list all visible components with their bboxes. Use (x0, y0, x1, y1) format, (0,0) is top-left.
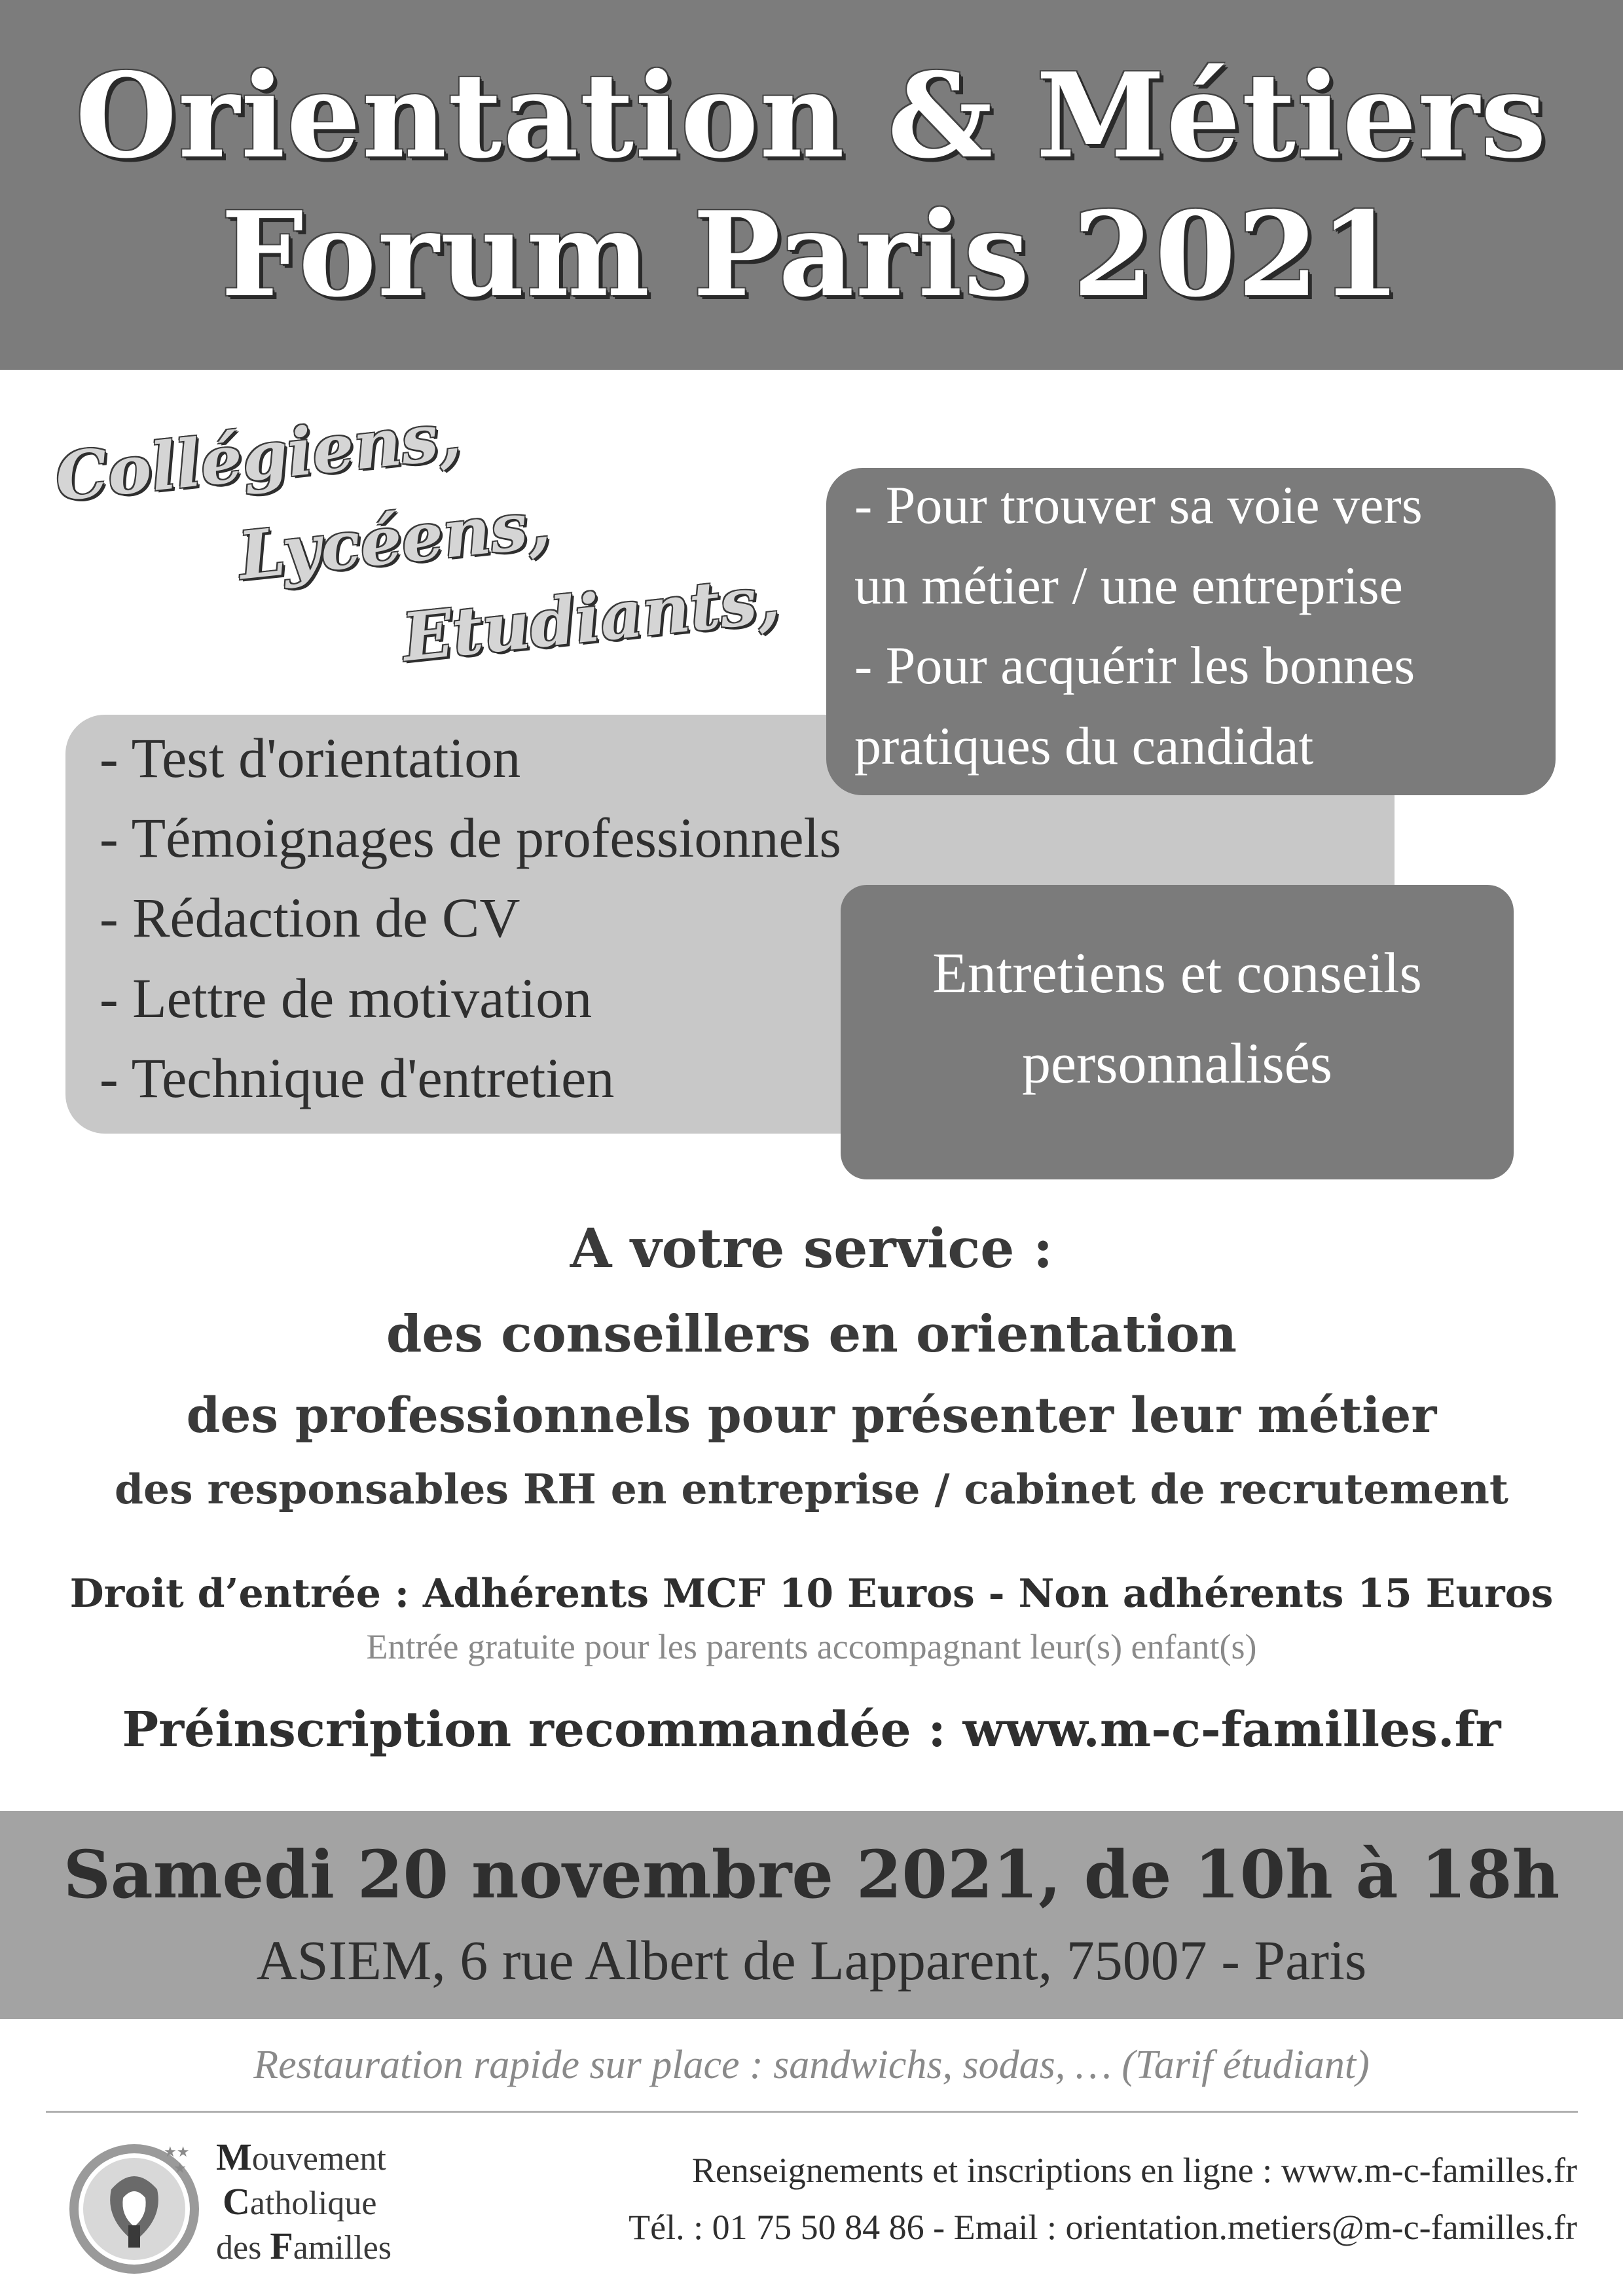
service-line: des conseillers en orientation (386, 1304, 1237, 1364)
audience-collegiens: Collégiens, (52, 397, 465, 516)
svg-text:★: ★ (173, 2161, 187, 2177)
contact-info: Renseignements et inscriptions en ligne : www.m-c-familles.fr (691, 2151, 1577, 2190)
contact-phone-email: Tél. : 01 75 50 84 86 - Email : orientation.metiers@m-c-familles.fr (629, 2208, 1577, 2247)
service-line: des professionnels pour présenter leur métier (186, 1388, 1437, 1444)
audience-lyceens: Lycéens, (235, 485, 554, 595)
service-line: des responsables RH en entreprise / cabinet de recrutement (114, 1465, 1509, 1513)
food-note: Restauration rapide sur place : sandwichs, sodas, … (Tarif étudiant) (253, 2043, 1370, 2087)
org-name-line: Catholique (223, 2180, 377, 2223)
activity-item: - Test d'orientation (100, 726, 521, 789)
header-band (0, 0, 1623, 370)
org-name-line: des Familles (216, 2225, 392, 2267)
purpose-line: - Pour trouver sa voie vers (854, 475, 1423, 535)
mcf-logo-icon (65, 2127, 210, 2278)
activity-item: - Lettre de motivation (100, 967, 593, 1030)
entry-fee: Droit d’entrée : Adhérents MCF 10 Euros - Non adhérents 15 Euros (69, 1571, 1554, 1617)
activity-item: - Témoignages de professionnels (100, 806, 841, 869)
audience-etudiants: Etudiants, (399, 560, 784, 677)
event-date: Samedi 20 novembre 2021, de 10h à 18h (63, 1836, 1560, 1913)
advice-line: Entretiens et conseils (932, 942, 1422, 1005)
event-venue: ASIEM, 6 rue Albert de Lapparent, 75007 - Paris (256, 1929, 1367, 1992)
svg-text:★★: ★★ (164, 2144, 190, 2161)
free-entry-note: Entrée gratuite pour les parents accompagnant leur(s) enfant(s) (366, 1627, 1257, 1666)
activity-item: - Rédaction de CV (100, 886, 520, 949)
service-heading: A votre service : (570, 1217, 1053, 1280)
org-name-line: Mouvement (216, 2136, 386, 2178)
divider (46, 2111, 1578, 2113)
title-line-2: Forum Paris 2021 (221, 186, 1402, 323)
preregistration: Préinscription recommandée : www.m-c-familles.fr (122, 1702, 1501, 1758)
purpose-line: un métier / une entreprise (854, 556, 1403, 615)
title-line-1: Orientation & Métiers (75, 47, 1548, 184)
purpose-line: pratiques du candidat (854, 716, 1314, 776)
purpose-line: - Pour acquérir les bonnes (854, 636, 1415, 695)
activity-item: - Technique d'entretien (100, 1047, 615, 1109)
advice-line: personnalisés (1021, 1032, 1333, 1096)
